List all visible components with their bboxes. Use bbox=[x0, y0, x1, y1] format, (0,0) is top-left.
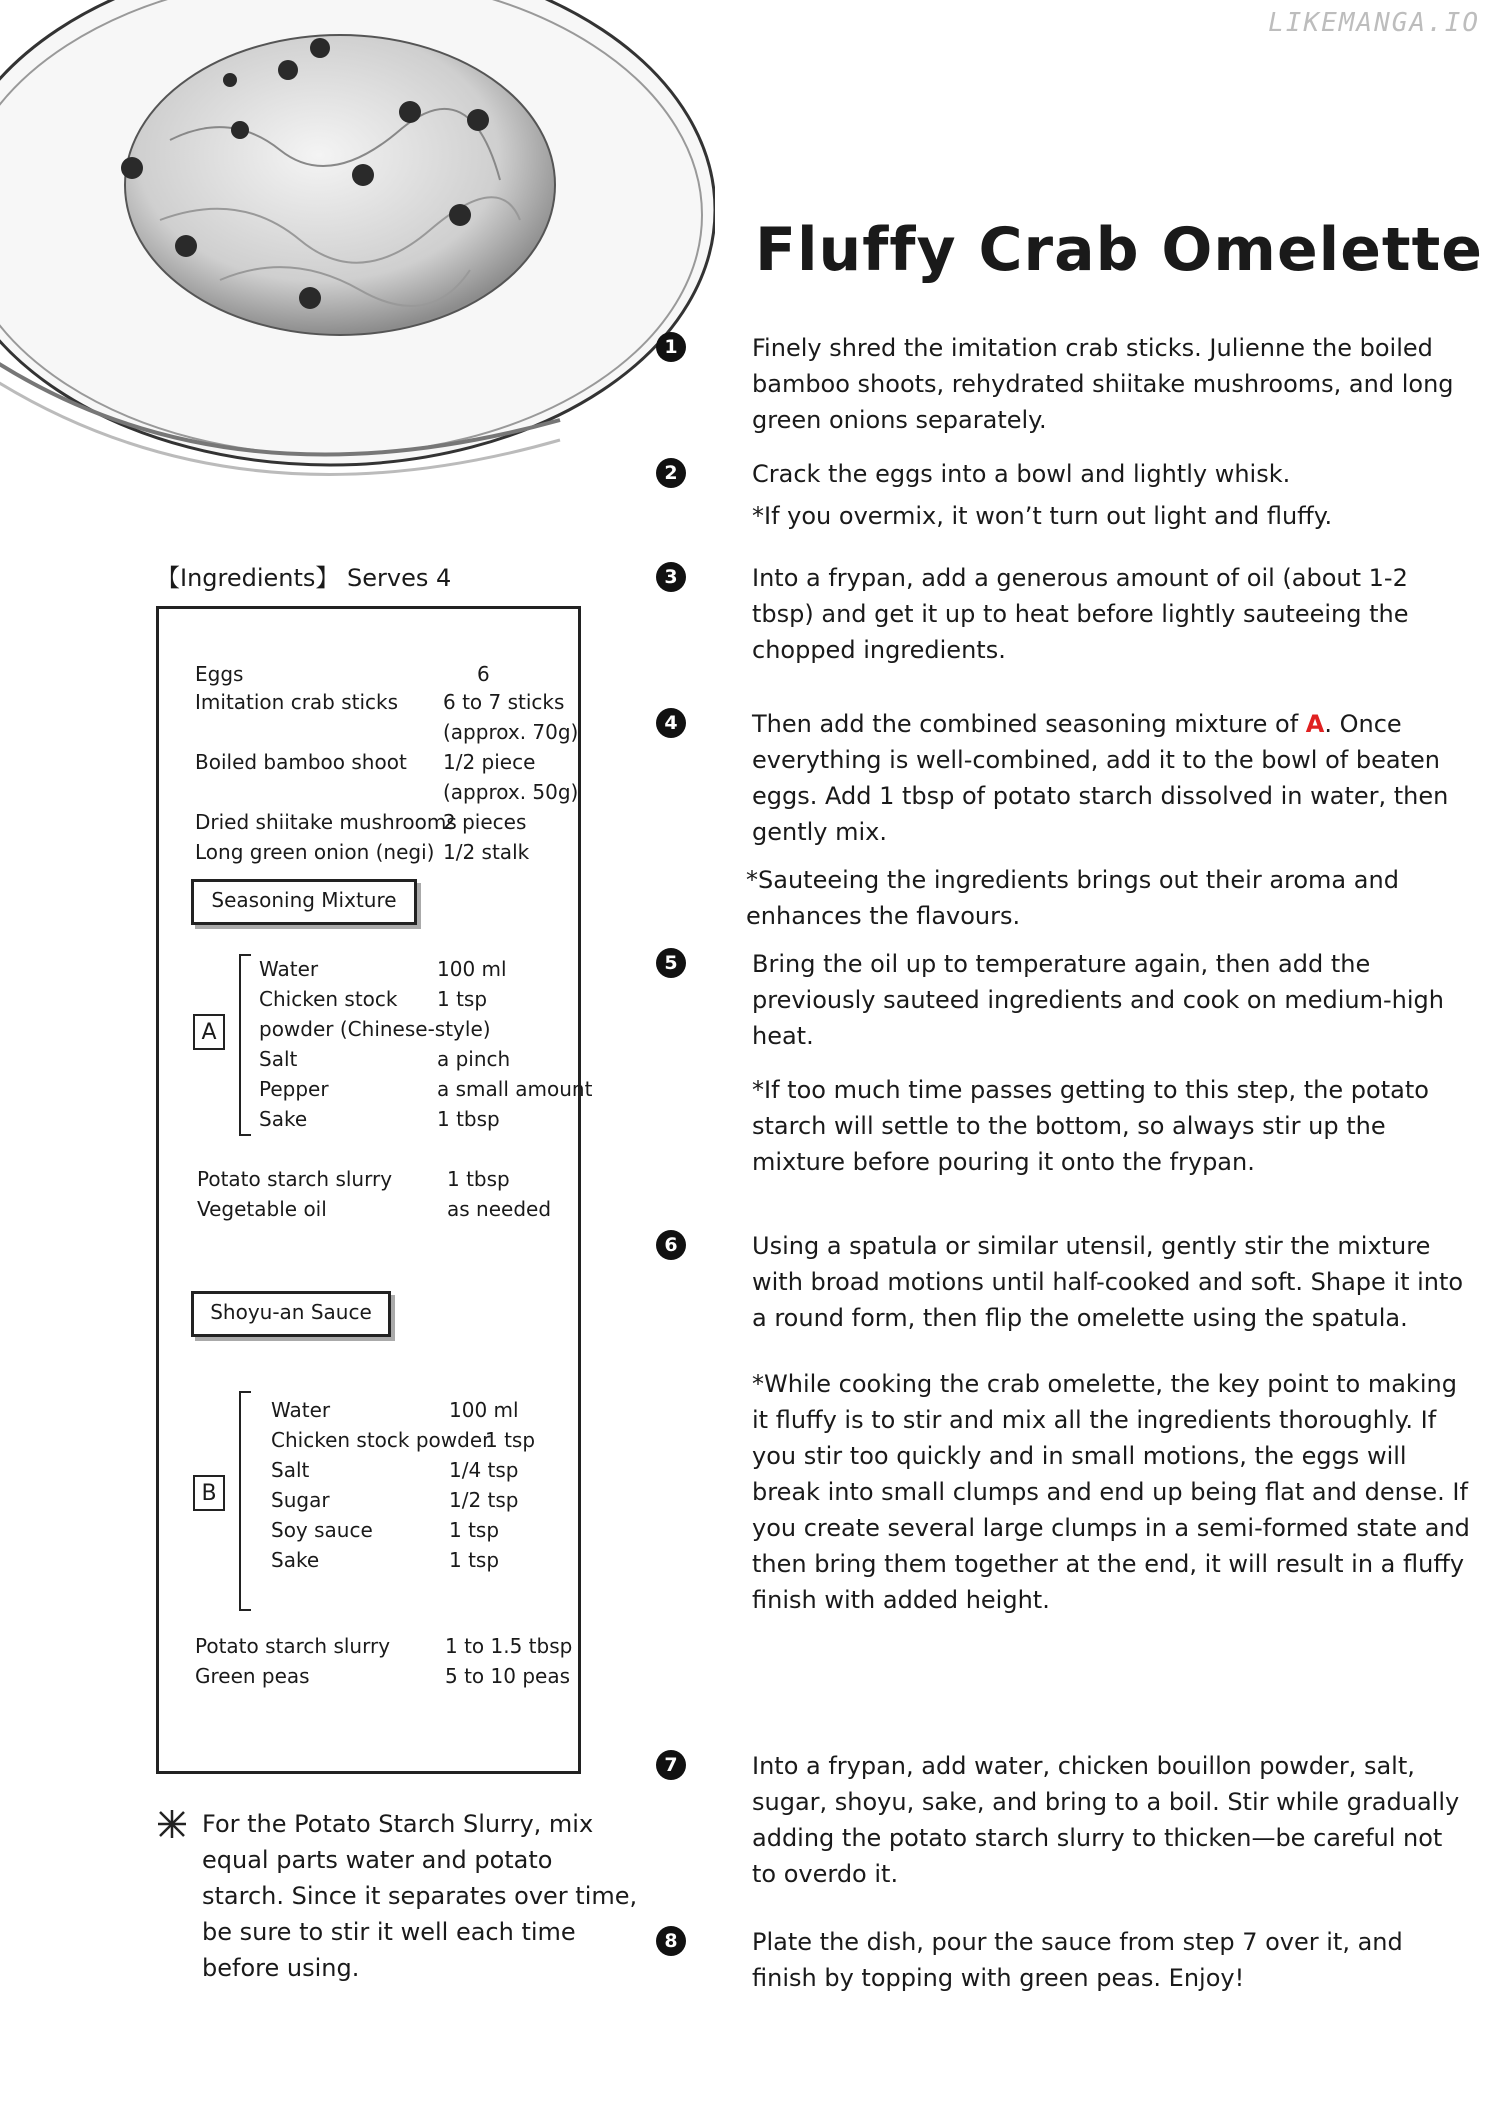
step-8 bbox=[664, 1924, 1472, 1996]
step-text: Into a frypan, add water, chicken bouillon powder, salt, sugar, shoyu, sake, and bring to a boil. Stir while gradually adding the potato starch slurry to thicken—be careful not to overdo it. bbox=[752, 1752, 1460, 1888]
footnote-text: For the Potato Starch Slurry, mix equal parts water and potato starch. Since it separates over time, be sure to stir it well each time before using. bbox=[202, 1810, 638, 1982]
group-letter-a: A bbox=[193, 1014, 225, 1050]
step-text: Using a spatula or similar utensil, gently stir the mixture with broad motions until half-cooked and soft. Shape it into a round form, then flip the omelette using the spatula. bbox=[752, 1232, 1464, 1332]
seasoning-mixture-heading: Seasoning Mixture bbox=[191, 879, 417, 925]
step-number: 2 bbox=[656, 458, 686, 488]
seasoning-reference: A bbox=[1305, 710, 1325, 738]
step-number: 6 bbox=[656, 1230, 686, 1260]
step-note: *While cooking the crab omelette, the key point to making it fluffy is to stir and mix all the ingredients thoroughly. If you stir too quickly and in small motions, the eggs will break into small clumps and end up being flat and dense. If you create several large clumps in a semi-formed state and then bring them together at the end, it will result in a fluffy finish with added height. bbox=[752, 1370, 1470, 1614]
step-number: 8 bbox=[656, 1926, 686, 1956]
group-letter-b: B bbox=[193, 1475, 225, 1511]
step-7 bbox=[664, 1748, 1472, 1892]
step-4 bbox=[664, 706, 1472, 934]
step-2 bbox=[664, 456, 1472, 534]
step-number: 5 bbox=[656, 948, 686, 978]
omelette-plate-illustration bbox=[0, 0, 715, 500]
watermark: LIKEMANGA.IO bbox=[1268, 8, 1480, 38]
step-number: 4 bbox=[656, 708, 686, 738]
step-5 bbox=[664, 946, 1472, 1180]
step-number: 1 bbox=[656, 332, 686, 362]
shoyu-an-sauce-heading: Shoyu-an Sauce bbox=[191, 1291, 391, 1337]
ingredients-heading: 【Ingredients】 Serves 4 bbox=[156, 564, 452, 592]
group-bracket bbox=[239, 954, 251, 1136]
step-note: *Sauteeing the ingredients brings out their aroma and enhances the flavours. bbox=[746, 866, 1399, 930]
group-bracket bbox=[239, 1391, 251, 1611]
ingredients-box: Eggs 6 Imitation crab sticks 6 to 7 sticks (approx. 70g) Boiled bamboo shoot 1/2 piece (approx. 50g) Dried shiitake mushrooms 2 pieces Long green onion (negi) 1/2 stalk Seasoning Mixture A Water 100 ml Chicken stock 1 tsp powder (Chinese-style) Salt a pinch Pepper a small amount Sake 1 tbsp Potato starch slurry 1 tbsp Vegetable oil as needed Shoyu-an Sauce B Water 100 ml Chicken stock powder 1 tsp Salt 1/4 tsp Sugar 1/2 tsp Soy sauce 1 tsp Sake 1 tsp Potato starch slurry 1 to 1.5 tbsp Green peas 5 to 10 peas bbox=[156, 606, 581, 1774]
step-3 bbox=[664, 560, 1472, 668]
step-text: Crack the eggs into a bowl and lightly whisk. bbox=[752, 460, 1291, 488]
step-note: *If you overmix, it won’t turn out light and fluffy. bbox=[752, 502, 1333, 530]
recipe-title: Fluffy Crab Omelette bbox=[755, 215, 1483, 285]
step-text: Into a frypan, add a generous amount of oil (about 1-2 tbsp) and get it up to heat before lightly sauteeing the chopped ingredients. bbox=[752, 564, 1409, 664]
step-number: 3 bbox=[656, 562, 686, 592]
step-note: *If too much time passes getting to this step, the potato starch will settle to the bottom, so always stir up the mixture before pouring it onto the frypan. bbox=[752, 1076, 1429, 1176]
step-text: Bring the oil up to temperature again, then add the previously sauteed ingredients and cook on medium-high heat. bbox=[752, 950, 1444, 1050]
step-number: 7 bbox=[656, 1750, 686, 1780]
step-text: Finely shred the imitation crab sticks. Julienne the boiled bamboo shoots, rehydrated shiitake mushrooms, and long green onions separately. bbox=[752, 334, 1454, 434]
step-text: Then add the combined seasoning mixture of A. Once everything is well-combined, add it to the bowl of beaten eggs. Add 1 tbsp of potato starch dissolved in water, then gently mix. bbox=[752, 710, 1449, 846]
step-6 bbox=[664, 1228, 1472, 1618]
step-text: Plate the dish, pour the sauce from step 7 over it, and finish by topping with green peas. Enjoy! bbox=[752, 1928, 1403, 1992]
step-1 bbox=[664, 330, 1472, 438]
asterisk-icon bbox=[156, 1808, 188, 1840]
